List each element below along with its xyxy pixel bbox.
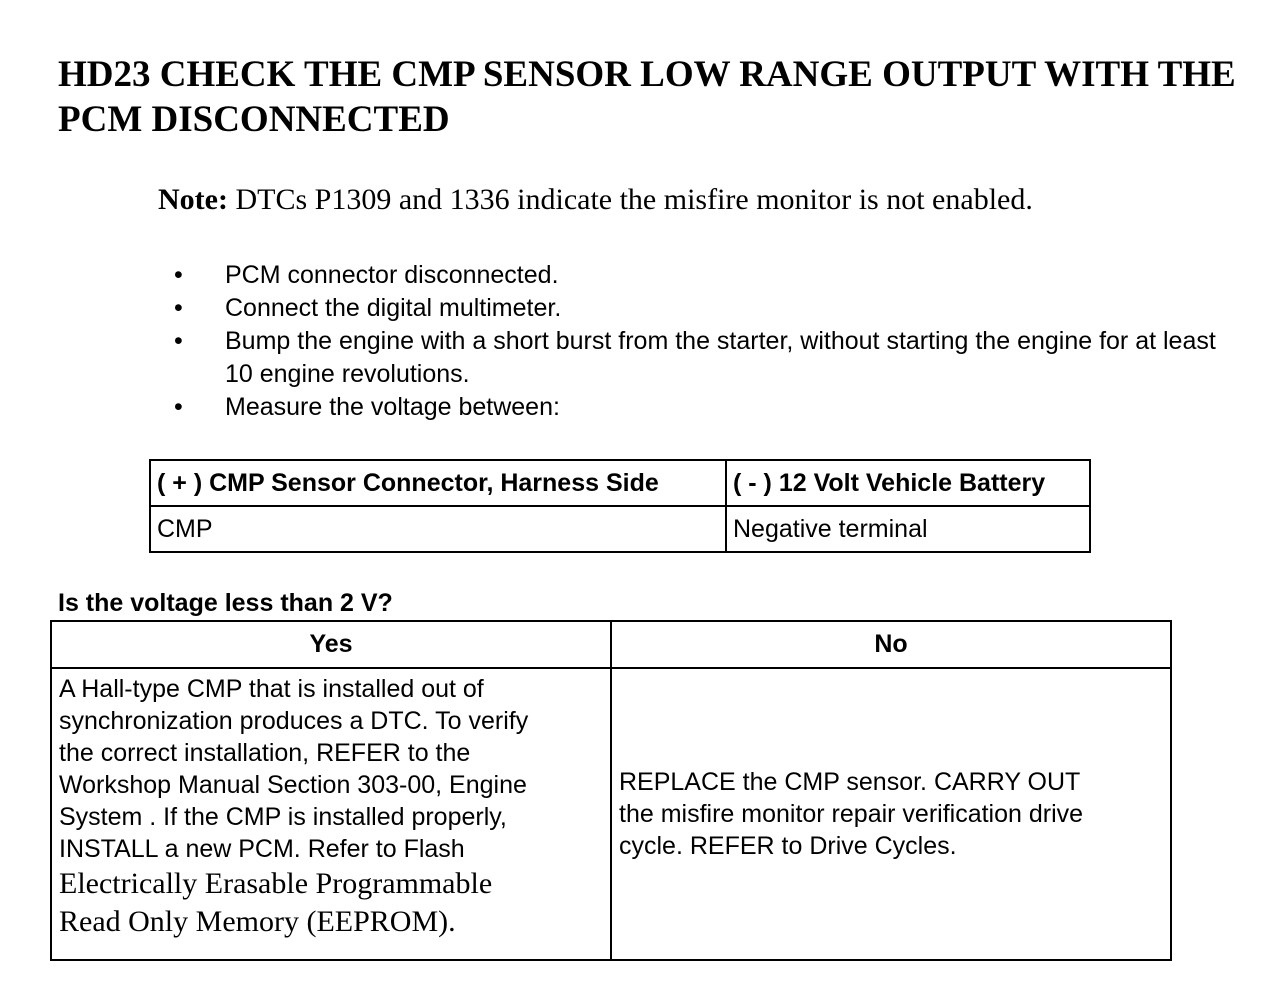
step-text: PCM connector disconnected. — [225, 261, 559, 289]
decision-question: Is the voltage less than 2 V? — [58, 589, 393, 617]
note-text: DTCs P1309 and 1336 indicate the misfire monitor is not enabled. — [227, 183, 1033, 216]
yes-text-line: Workshop Manual Section 303-00, Engine — [59, 771, 527, 799]
step-item — [170, 325, 1250, 391]
procedure-steps — [170, 259, 1250, 424]
yes-text-line: INSTALL a new PCM. Refer to Flash — [59, 835, 465, 863]
table-header-row — [150, 460, 1090, 506]
yes-text-line: Read Only Memory (EEPROM). — [59, 905, 456, 938]
yes-text-line: the correct installation, REFER to the — [59, 739, 471, 767]
no-text-line: the misfire monitor repair verification drive — [619, 800, 1084, 828]
step-text: Bump the engine with a short burst from the starter, without starting the engine for at least 10 engine revolutions. — [225, 327, 1216, 388]
yes-text-line: synchronization produces a DTC. To verify — [59, 707, 529, 735]
step-item — [170, 391, 1250, 424]
no-action — [611, 668, 1171, 960]
bullet-icon: • — [174, 393, 183, 421]
yes-text-line: Electrically Erasable Programmable — [59, 867, 493, 900]
table-cell-negative: Negative terminal — [726, 506, 1090, 552]
table-row — [150, 506, 1090, 552]
step-item — [170, 259, 1250, 292]
no-text-line: cycle. REFER to Drive Cycles. — [619, 832, 957, 860]
table-header-negative: ( - ) 12 Volt Vehicle Battery — [726, 460, 1090, 506]
yes-text-line: System . If the CMP is installed properly, — [59, 803, 507, 831]
step-text: Connect the digital multimeter. — [225, 294, 562, 322]
page-title: HD23 CHECK THE CMP SENSOR LOW RANGE OUTPUT WITH THE PCM DISCONNECTED — [58, 54, 1236, 140]
no-text-line: REPLACE the CMP sensor. CARRY OUT — [619, 768, 1081, 796]
table-header-positive: ( + ) CMP Sensor Connector, Harness Side — [150, 460, 726, 506]
table-header-row — [51, 621, 1171, 668]
bullet-icon: • — [174, 327, 183, 355]
bullet-icon: • — [174, 294, 183, 322]
decision-table — [50, 620, 1172, 961]
note-label: Note: — [158, 183, 228, 216]
measurement-table — [149, 459, 1091, 553]
yes-action — [51, 668, 611, 960]
step-item — [170, 292, 1250, 325]
yes-header: Yes — [51, 621, 611, 668]
step-text: Measure the voltage between: — [225, 393, 560, 421]
table-row — [51, 668, 1171, 960]
yes-text-line: A Hall-type CMP that is installed out of — [59, 675, 484, 703]
no-header: No — [611, 621, 1171, 668]
bullet-icon: • — [174, 261, 183, 289]
table-cell-positive: CMP — [150, 506, 726, 552]
note — [158, 181, 1033, 219]
